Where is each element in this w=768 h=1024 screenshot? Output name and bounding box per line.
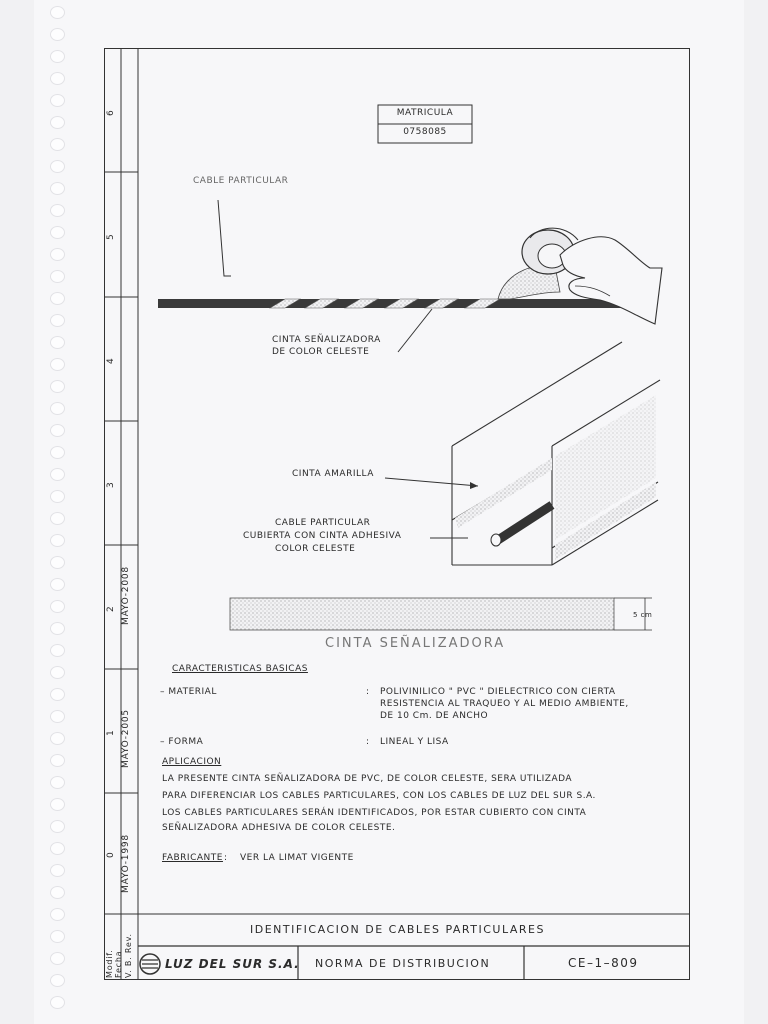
rev-date-2008: MAYO-2008 [121,566,131,625]
label-cable-particular: CABLE PARTICULAR [193,176,289,186]
leader-cinta [398,309,432,352]
forma-colon: : [366,737,370,747]
label-cinta-line1: CINTA SEÑALIZADORA [272,335,381,345]
norma-label: NORMA DE DISTRIBUCION [315,957,491,970]
material-label: – MATERIAL [160,687,217,697]
dimension-label: 5 cm [633,611,653,619]
rev-number-2: 2 [106,605,116,612]
label-cable-cubierta-2: CUBIERTA CON CINTA ADHESIVA [243,531,402,541]
forma-value: LINEAL Y LISA [380,737,449,747]
fabricante-value: VER LA LIMAT VIGENTE [240,853,354,863]
material-colon: : [366,687,370,697]
rev-header-fecha: Fecha [114,950,123,978]
aplicacion-heading: APLICACION [162,757,222,767]
rev-number-0: 0 [106,851,116,858]
aplicacion-line2: PARA DIFERENCIAR LOS CABLES PARTICULARES, CON LOS CABLES DE LUZ DEL SUR S.A. [162,791,596,801]
hand [560,237,662,324]
label-cinta-line2: DE COLOR CELESTE [272,347,370,357]
matricula-label: MATRICULA [396,108,454,118]
cinta-title: CINTA SEÑALIZADORA [325,636,506,651]
rev-header-vb: V. B. Rev. [124,933,133,978]
rev-date-1998: MAYO-1998 [121,834,131,893]
duct-cable [498,505,552,540]
drawing-code: CE–1–809 [568,956,639,970]
aplicacion-line3: LOS CABLES PARTICULARES SERÁN IDENTIFICADOS, POR ESTAR CUBIERTO CON CINTA [162,808,587,818]
material-value-2: RESISTENCIA AL TRAQUEO Y AL MEDIO AMBIENTE, [380,699,629,709]
label-cable-cubierta-1: CABLE PARTICULAR [275,518,371,528]
aplicacion-line4: SEÑALIZADORA ADHESIVA DE COLOR CELESTE. [162,823,396,833]
matricula-value: 0758085 [403,127,447,137]
leader-amarilla [385,478,478,486]
material-value-3: DE 10 Cm. DE ANCHO [380,711,489,721]
fabricante-label: FABRICANTE [162,853,223,863]
specs-heading: CARACTERISTICAS BASICAS [172,664,308,674]
rev-number-4: 4 [106,357,116,364]
company-name: LUZ DEL SUR S.A. [165,957,300,971]
leader-cable [218,200,231,276]
rev-number-5: 5 [106,233,116,240]
rev-number-1: 1 [106,729,116,736]
rev-header-modif: Modif. [105,949,114,978]
material-value-1: POLIVINILICO " PVC " DIELECTRICO CON CIERTA [380,687,616,697]
rev-number-3: 3 [106,481,116,488]
forma-label: – FORMA [160,737,204,747]
rev-date-2005: MAYO-2005 [121,709,131,768]
rev-number-6: 6 [106,109,116,116]
drawing-title: IDENTIFICACION DE CABLES PARTICULARES [250,923,545,936]
label-cinta-amarilla: CINTA AMARILLA [292,469,374,479]
aplicacion-line1: LA PRESENTE CINTA SEÑALIZADORA DE PVC, DE COLOR CELESTE, SERA UTILIZADA [162,774,573,784]
tape-strip [230,598,614,630]
label-cable-cubierta-3: COLOR CELESTE [275,544,356,554]
